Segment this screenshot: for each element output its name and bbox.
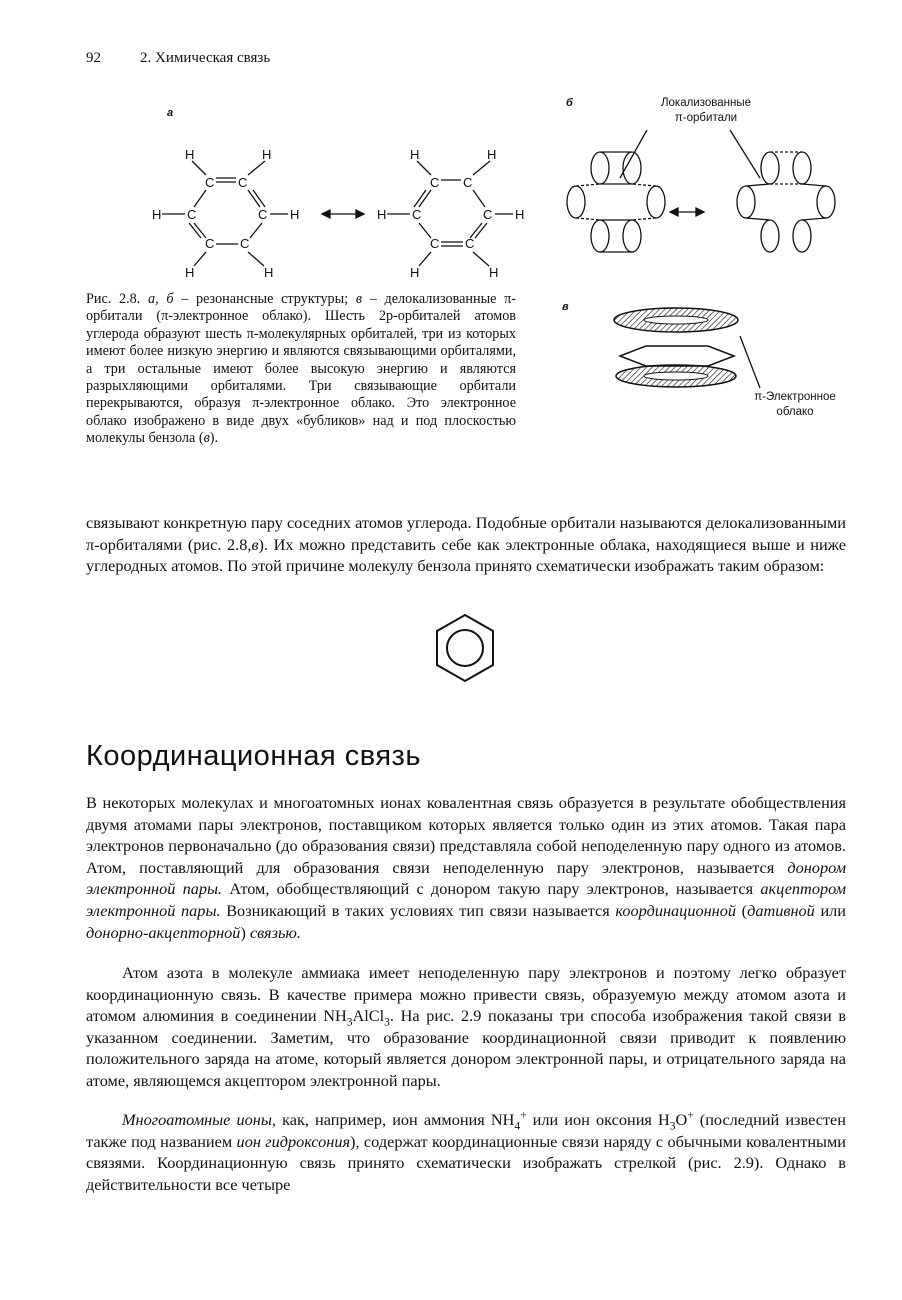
atom-label: C	[205, 175, 215, 190]
resonance-arrow	[322, 210, 364, 218]
atom-label: H	[487, 147, 497, 162]
caption-panel-c2: в	[203, 430, 210, 447]
para2-text-6: )	[240, 922, 250, 942]
lower-torus-hole	[644, 372, 708, 380]
annot-localized-line2: π-орбитали	[674, 112, 738, 124]
annotation-leader	[620, 130, 647, 178]
paragraph-polyatomic-ions	[86, 1109, 846, 1195]
para4-sup-1: +	[520, 1109, 527, 1122]
atom-label: C	[463, 175, 473, 190]
atom-label: C	[238, 175, 248, 190]
atom-label: C	[483, 207, 493, 222]
panel-c-label: в	[562, 301, 569, 313]
atom-label: C	[258, 207, 268, 222]
para4-text-1: , как, например, ион аммония NH	[271, 1110, 515, 1129]
atom-label: H	[377, 207, 387, 222]
term-coordination: координационной	[615, 900, 737, 920]
para3-sub-2: 3	[384, 1016, 390, 1029]
orbital-set-1	[567, 152, 665, 252]
benzene-ring-plane	[620, 346, 734, 366]
para2-text-1: В некоторых молекулах и многоатомных ионах ковалентная связь образуется в результате обобществления двумя атомами пары электронов, поставщиком которых является только один из этих атомов. Такая пара электронов первоначально (до образования связи) представляла собой неподеленную пару одного из атомов. Атом, поставляющий для образования связи неподеленную пару электронов, называется	[86, 793, 846, 877]
atom-label: H	[290, 207, 300, 222]
atom-label: C	[412, 207, 422, 222]
para2-text-4: (	[736, 900, 748, 920]
annot-cloud-line1: π-Электронное	[754, 391, 836, 403]
para2-text-2: Атом, обобществляющий с донором такую пару электронов, называется	[222, 879, 761, 899]
term-acceptor: акцептором электронной пары.	[86, 879, 847, 920]
term-polyatomic: Многоатомные ионы	[122, 1110, 272, 1129]
atom-label: C	[240, 236, 250, 251]
caption-panel-ab: а, б	[148, 291, 174, 307]
paragraph-coordination-definition	[86, 792, 846, 943]
panel-b-label: б	[566, 97, 573, 109]
atom-label: H	[264, 265, 274, 280]
para4-sup-2: +	[687, 1109, 694, 1122]
para2-text-5: или	[814, 900, 847, 920]
para4-sub-2: 3	[669, 1120, 676, 1133]
atom-label: H	[489, 265, 499, 280]
kekule-structure-1	[152, 147, 299, 280]
para3-text-3: . На рис. 2.9 показаны три способа изображения такой связи в указанном соединении. Заметим, что образование координационной связи приводит к появлению положительного заряда на атоме, который является донором электронной пары, и отрицательного заряда на атоме, являющемся акцептором электронной пары.	[86, 1006, 847, 1090]
section-heading: Координационная связь	[86, 740, 421, 772]
orbital-set-2	[737, 152, 835, 252]
benzene-symbol	[430, 610, 500, 690]
paragraph-ammonia-example	[86, 962, 846, 1092]
upper-torus-hole	[644, 316, 708, 324]
para4-text-5: ), содержат координационные связи наряду с обычными ковалентными связями. Координационную связь принято схематически изображать стрелкой (рис. 2.9). Однако в действительности все четыре	[86, 1131, 846, 1194]
chapter-title: 2. Химическая связь	[140, 50, 271, 66]
para4-text-4: (последний известен также под названием	[86, 1110, 846, 1151]
atom-label: H	[410, 265, 420, 280]
term-dative: дативной	[747, 900, 815, 920]
para4-text-3: O	[675, 1110, 688, 1129]
para3-text-1: Атом азота в молекуле аммиака имеет неподеленную пару электронов и поэтому легко образует координационную связь. В качестве примера можно привести связь, образуемую между атомом азота и атомом алюминия в соединении NH	[86, 963, 846, 1026]
caption-fig-ref: Рис. 2.8.	[86, 291, 141, 307]
term-bond: связью.	[249, 922, 301, 942]
para1-text-2: ). Их можно представить себе как электронные облака, находящиеся выше и ниже углеродных атомов. По этой причине молекулу бензола принято схематически изображать таким образом:	[86, 534, 846, 576]
caption-text-2: – делокализованные π-орбитали (π-электронное облако). Шесть 2р-орбиталей атомов углерода образуют шесть π-молекулярных орбиталей, три из которых имеют более низкую энергию и являются связывающими орбиталями, а три остальные имеют более высокую энергию и являются разрыхляющими орбиталями. Три связывающие орбитали перекрываются, образуя π-электронное облако. Это электронное облако изображено в виде двух «бубликов» над и под плоскостью молекулы бензола (	[86, 291, 517, 447]
panel-a-label: а	[167, 107, 174, 119]
atom-label: C	[465, 236, 475, 251]
term-donor-acceptor: донорно-акцепторной	[86, 922, 241, 942]
paragraph-delocalized	[86, 512, 846, 577]
annotation-leader	[740, 336, 760, 388]
annot-localized-line1: Локализованные	[660, 97, 752, 109]
annotation-leader	[730, 130, 760, 178]
double-arrow	[670, 208, 704, 216]
kekule-structure-2	[377, 147, 524, 280]
atom-label: H	[262, 147, 272, 162]
atom-label: H	[515, 207, 525, 222]
para3-sub-1: 3	[346, 1016, 353, 1029]
caption-panel-c: в	[355, 291, 363, 307]
localized-orbitals-diagram	[550, 118, 860, 278]
term-donor: донором электронной пары.	[86, 857, 846, 899]
atom-label: H	[185, 265, 195, 280]
para2-text-3: Возникающий в таких условиях тип связи называется	[220, 900, 616, 920]
atom-label: H	[185, 147, 195, 162]
atom-label: C	[430, 175, 440, 190]
figure-caption	[86, 291, 516, 448]
para4-text-2: или ион оксония H	[526, 1110, 670, 1129]
para3-text-2: AlCl	[352, 1006, 385, 1026]
para1-ref: в	[251, 534, 259, 554]
electron-cloud-diagram	[610, 296, 770, 396]
annot-cloud-line2: облако	[776, 406, 814, 418]
page-number: 92	[86, 50, 101, 66]
atom-label: H	[152, 207, 162, 222]
para4-sub-1: 4	[514, 1120, 521, 1133]
atom-label: C	[205, 236, 215, 251]
resonance-structures-diagram	[140, 135, 540, 285]
caption-text-3: ).	[209, 430, 219, 447]
atom-label: H	[410, 147, 420, 162]
term-hydroxonium: ион гидроксония	[236, 1131, 351, 1151]
atom-label: C	[187, 207, 197, 222]
atom-label: C	[430, 236, 440, 251]
para1-text-1: связывают конкретную пару соседних атомов углерода. Подобные орбитали называются делокализованными π-орбиталями (рис. 2.8,	[86, 513, 846, 554]
caption-text-1: – резонансные структуры;	[173, 291, 356, 307]
